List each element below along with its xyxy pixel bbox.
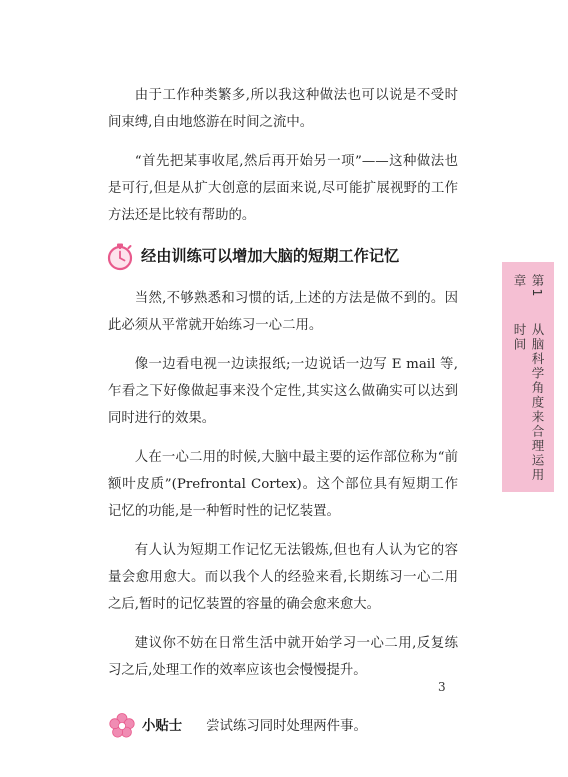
chapter-number: 第1章 <box>512 274 545 299</box>
stopwatch-icon <box>105 241 135 271</box>
chapter-title: 从脑科学角度来合理运用时间 <box>512 322 545 483</box>
tip-text: 尝试练习同时处理两件事。 <box>206 718 367 734</box>
chapter-side-tab <box>502 262 554 492</box>
paragraph: 建议你不妨在日常生活中就开始学习一心二用,反复练习之后,处理工作的效率应该也会慢慢提升。 <box>108 636 458 678</box>
tip-box <box>108 712 458 740</box>
flower-icon <box>108 712 136 740</box>
paragraph: 有人认为短期工作记忆无法锻炼,但也有人认为它的容量会愈用愈大。而以我个人的经验来看,长期练习一心二用之后,暂时的记忆装置的容量的确会愈来愈大。 <box>108 543 458 612</box>
paragraph: 像一边看电视一边读报纸;一边说话一边写 E mail 等,乍看之下好像做起事来没个定性,其实这么做确实可以达到同时进行的效果。 <box>108 357 458 426</box>
paragraph: 当然,不够熟悉和习惯的话,上述的方法是做不到的。因此必须从平常就开始练习一心二用。 <box>108 291 458 333</box>
section-heading <box>105 241 458 271</box>
paragraph: 由于工作种类繁多,所以我这种做法也可以说是不受时间束缚,自由地悠游在时间之流中。 <box>108 88 458 130</box>
page-number: 3 <box>438 680 446 694</box>
paragraph: “首先把某事收尾,然后再开始另一项”——这种做法也是可行,但是从扩大创意的层面来说,尽可能扩展视野的工作方法还是比较有帮助的。 <box>108 154 458 223</box>
paragraph: 人在一心二用的时候,大脑中最主要的运作部位称为“前额叶皮质”(Prefrontal Cortex)。这个部位具有短期工作记忆的功能,是一种暂时性的记忆装置。 <box>108 450 458 519</box>
page-content <box>108 82 458 740</box>
section-title: 经由训练可以增加大脑的短期工作记忆 <box>141 246 400 265</box>
tip-label: 小贴士 <box>142 718 183 734</box>
